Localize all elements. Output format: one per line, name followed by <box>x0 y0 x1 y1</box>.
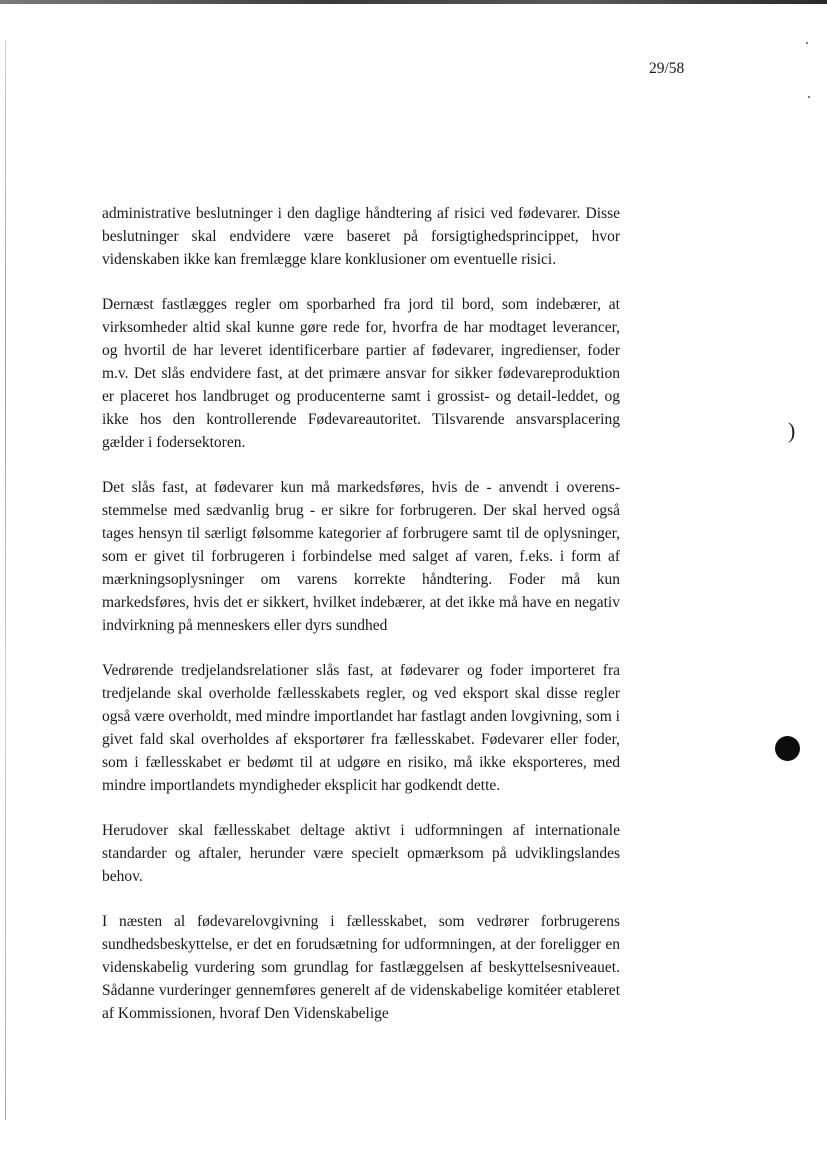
paragraph-traceability: Dernæst fastlægges regler om sporbarhed fra jord til bord, som indebærer, at virksomheder altid skal kunne gøre rede for, hvorfra de har modtaget leverancer, og hvortil de har leveret identificerbare partier af fødevarer, ingredienser, foder m.v. Det slås endvidere fast, at det primære ansvar for sikker fødevareproduktion er placeret hos landbruget og producenterne samt i grossist- og detail-leddet, og ikke hos den kontrollerende Fødevareautoritet. Tilsvarende ansvarsplacering gælder i fodersektoren. <box>102 296 620 451</box>
punch-hole-mark <box>775 736 800 761</box>
paragraph-scientific-assessment: I næsten al fødevarelovgivning i fællesskabet, som vedrører forbrugerens sundhedsbeskyttelse, er det en forudsætning for udformningen, at der foreligger en videnskabelig vurdering som grundlag for fastlæggelsen af beskyttelsesniveauet. Sådanne vurderinger gennemføres generelt af de videnskabelige komitéer etableret af Kommissionen, hvoraf Den Videnskabelige <box>102 913 620 1022</box>
scan-speck <box>808 96 810 98</box>
scan-edge-left <box>5 40 6 1120</box>
scan-speck <box>806 42 808 44</box>
paragraph-international-standards: Herudover skal fællesskabet deltage aktivt i udformningen af internationale standarder og aftaler, herunder være specielt opmærksom på udviklingslandes behov. <box>102 822 620 885</box>
paragraph-food-safety: Det slås fast, at fødevarer kun må markedsføres, hvis de - anvendt i overensstemmelse med sædvanlig brug - er sikre for forbrugeren. Der skal herved også tages hensyn til særligt følsomme kategorier af forbrugere samt til de oplysninger, som er givet til forbrugeren i forbindelse med salget af varen, f.eks. i form af mærkningsoplysninger om varens korrekte håndtering. Foder må kun markedsføres, hvis det er sikkert, hvilket indebærer, at det ikke må have en negativ indvirkning på menneskers eller dyrs sundhed <box>102 479 620 634</box>
page-number: 29/58 <box>649 60 685 77</box>
paragraph-risk-decisions: administrative beslutninger i den daglige håndtering af risici ved fødevarer. Disse beslutninger skal endvidere være baseret på forsigtighedsprincippet, hvor videnskaben ikke kan fremlægge klare konklusioner om eventuelle risici. <box>102 205 620 268</box>
scan-edge-top <box>0 0 827 4</box>
paragraph-third-countries: Vedrørende tredjelandsrelationer slås fast, at fødevarer og foder importeret fra tredjelande skal overholde fællesskabets regler, og ved eksport skal disse regler også være overholdt, med mindre importlandet har fastlagt anden lovgivning, som i givet fald skal overholdes af eksportører fra fællesskabet. Fødevarer eller foder, som i fællesskabet er bedømt til at udgøre en risiko, må ikke eksporteres, med mindre importlandets myndigheder eksplicit har godkendt dette. <box>102 662 620 794</box>
margin-paren-mark: ) <box>788 418 796 443</box>
document-body <box>102 202 620 1047</box>
